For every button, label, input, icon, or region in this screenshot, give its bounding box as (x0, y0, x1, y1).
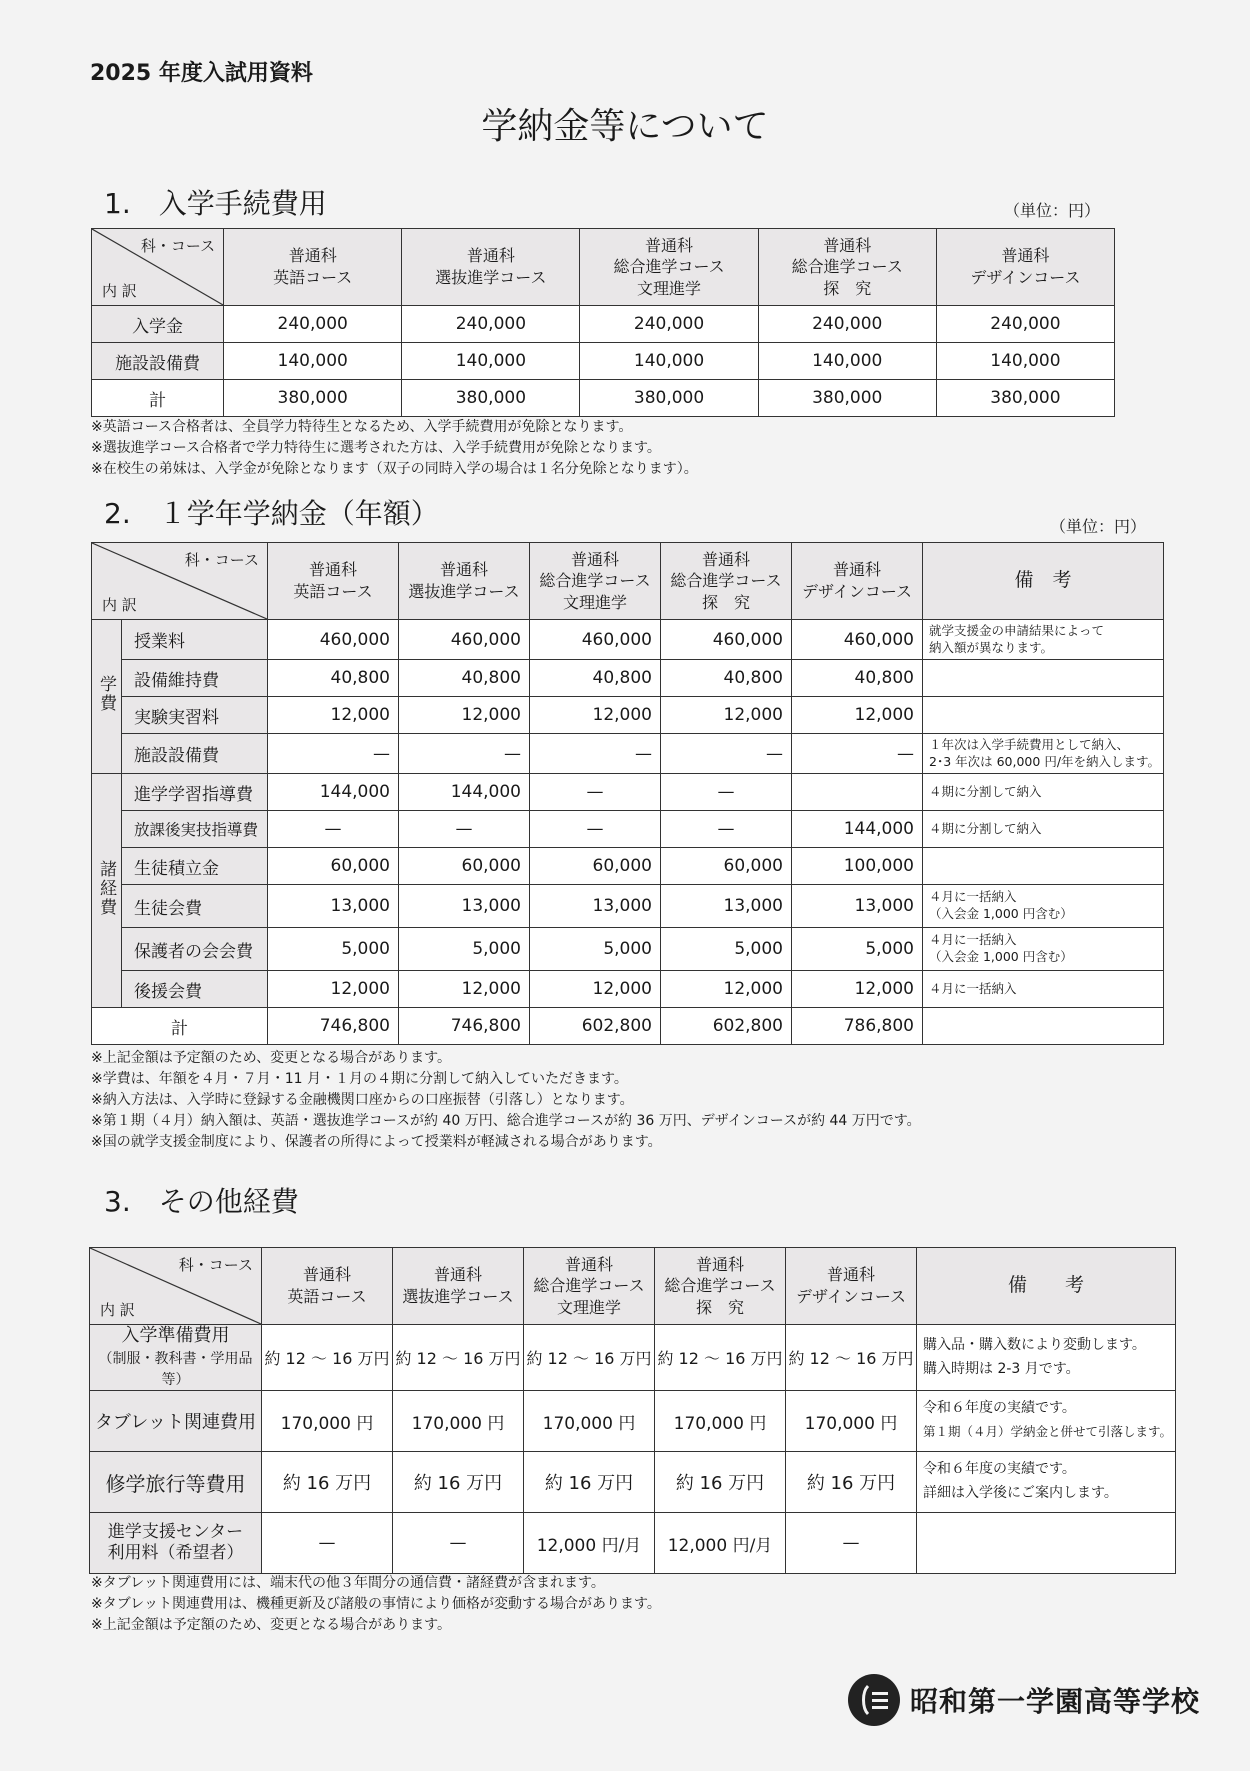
cell: 約 12 ～ 16 万円 (262, 1325, 393, 1391)
cell: 5,000 (661, 928, 792, 971)
column-header-remarks: 備 考 (923, 543, 1164, 620)
cell: 140,000 (936, 343, 1114, 380)
row-label: 施設設備費 (92, 343, 224, 380)
cell: 12,000 円/月 (524, 1513, 655, 1574)
cell: 約 16 万円 (524, 1452, 655, 1513)
table-row (92, 971, 1164, 1008)
cell: — (399, 811, 530, 848)
cell: 60,000 (399, 848, 530, 885)
table-corner-header: 科・コース 内 訳 (92, 229, 224, 306)
cell: 12,000 (661, 971, 792, 1008)
cell: 13,000 (792, 885, 923, 928)
table-corner-header: 科・コース 内 訳 (90, 1248, 262, 1325)
column-header-design: 普通科 デザインコース (936, 229, 1114, 306)
cell: 約 16 万円 (786, 1452, 917, 1513)
cell: 13,000 (530, 885, 661, 928)
note-line: ※上記金額は予定額のため、変更となる場合があります。 (91, 1617, 452, 1633)
cell: 170,000 円 (524, 1391, 655, 1452)
table-row (92, 885, 1164, 928)
document-label: 2025 年度入試用資料 (90, 61, 313, 86)
table-row (92, 774, 1164, 811)
cell: 460,000 (530, 620, 661, 660)
row-label: 入学準備費用 （制服・教科書・学用品等） (90, 1325, 262, 1391)
cell: 12,000 (530, 971, 661, 1008)
cell: 144,000 (399, 774, 530, 811)
row-label: 進学学習指導費 (122, 774, 268, 811)
note-line: ※選抜進学コース合格者で学力特待生に選考された方は、入学手続費用が免除となります。 (91, 440, 661, 456)
cell: 460,000 (661, 620, 792, 660)
table-row (92, 848, 1164, 885)
cell: 380,000 (758, 380, 936, 417)
cell: 12,000 (268, 697, 399, 734)
column-header-general-bunri: 普通科 総合進学コース 文理進学 (530, 543, 661, 620)
row-label: 進学支援センター 利用料（希望者） (90, 1513, 262, 1574)
row-label: 施設設備費 (122, 734, 268, 774)
cell: — (530, 734, 661, 774)
cell: 380,000 (936, 380, 1114, 417)
school-emblem-icon (848, 1674, 900, 1726)
cell: 12,000 (399, 697, 530, 734)
school-logo (848, 1674, 1200, 1726)
cell: 460,000 (399, 620, 530, 660)
cell: 40,800 (661, 660, 792, 697)
section1-notes (91, 417, 698, 480)
cell: 約 16 万円 (262, 1452, 393, 1513)
cell: 40,800 (399, 660, 530, 697)
note-line: ※納入方法は、入学時に登録する金融機関口座からの口座振替（引落し）となります。 (91, 1092, 634, 1108)
other-expenses-table (89, 1247, 1176, 1574)
cell: 144,000 (268, 774, 399, 811)
cell: 240,000 (402, 306, 580, 343)
page-title: 学納金等について (481, 106, 769, 147)
table-row (92, 620, 1164, 660)
cell: 5,000 (530, 928, 661, 971)
cell: 240,000 (936, 306, 1114, 343)
cell: 746,800 (399, 1008, 530, 1045)
note-line: ※第１期（４月）納入額は、英語・選抜進学コースが約 40 万円、総合進学コースが約 36 万円、デザインコースが約 44 万円です。 (91, 1113, 921, 1129)
cell: 約 12 ～ 16 万円 (786, 1325, 917, 1391)
cell: — (530, 811, 661, 848)
row-label: 生徒会費 (122, 885, 268, 928)
cell: 240,000 (758, 306, 936, 343)
table-row (92, 343, 1115, 380)
row-label: 計 (92, 1008, 268, 1045)
remark-cell: ４期に分割して納入 (923, 774, 1164, 811)
cell: 100,000 (792, 848, 923, 885)
column-header-general-tankyu: 普通科 総合進学コース 探 究 (661, 543, 792, 620)
table-row (90, 1513, 1176, 1574)
remark-cell: ４月に一括納入 （入会金 1,000 円含む） (923, 885, 1164, 928)
row-label: 放課後実技指導費 (122, 811, 268, 848)
table-total-row (92, 1008, 1164, 1045)
table-row (92, 697, 1164, 734)
cell: 12,000 (661, 697, 792, 734)
cell: 460,000 (792, 620, 923, 660)
column-header-english: 普通科 英語コース (262, 1248, 393, 1325)
cell: 40,800 (530, 660, 661, 697)
cell: 602,800 (530, 1008, 661, 1045)
table-row (92, 928, 1164, 971)
cell: 170,000 円 (655, 1391, 786, 1452)
table-total-row (92, 380, 1115, 417)
note-line: ※在校生の弟妹は、入学金が免除となります（双子の同時入学の場合は１名分免除となります）。 (91, 461, 698, 477)
remark-cell: １年次は入学手続費用として納入、 2･3 年次は 60,000 円/年を納入します。 (923, 734, 1164, 774)
cell: 約 12 ～ 16 万円 (393, 1325, 524, 1391)
column-header-selective: 普通科 選抜進学コース (399, 543, 530, 620)
cell: — (661, 811, 792, 848)
cell: — (393, 1513, 524, 1574)
cell: — (530, 774, 661, 811)
row-label: 実験実習料 (122, 697, 268, 734)
cell: — (786, 1513, 917, 1574)
cell: 約 16 万円 (393, 1452, 524, 1513)
column-header-remarks: 備 考 (917, 1248, 1176, 1325)
cell: 746,800 (268, 1008, 399, 1045)
note-line: ※国の就学支援金制度により、保護者の所得によって授業料が軽減される場合があります。 (91, 1134, 662, 1150)
cell: 12,000 (792, 697, 923, 734)
cell: 40,800 (268, 660, 399, 697)
section2-title: 2. １学年学納金（年額） (104, 497, 439, 530)
cell: 13,000 (399, 885, 530, 928)
cell: 140,000 (224, 343, 402, 380)
cell: 460,000 (268, 620, 399, 660)
note-line: ※上記金額は予定額のため、変更となる場合があります。 (91, 1050, 452, 1066)
column-header-english: 普通科 英語コース (268, 543, 399, 620)
remark-cell (917, 1513, 1176, 1574)
cell: 602,800 (661, 1008, 792, 1045)
cell: 170,000 円 (786, 1391, 917, 1452)
table-row (90, 1325, 1176, 1391)
cell: 786,800 (792, 1008, 923, 1045)
row-label: タブレット関連費用 (90, 1391, 262, 1452)
row-label: 入学金 (92, 306, 224, 343)
table-row (90, 1452, 1176, 1513)
cell: 140,000 (402, 343, 580, 380)
remark-cell: ４月に一括納入 (923, 971, 1164, 1008)
section2-notes (91, 1048, 921, 1153)
cell: 380,000 (402, 380, 580, 417)
row-label: 保護者の会会費 (122, 928, 268, 971)
note-line: ※学費は、年額を４月・７月・11 月・１月の４期に分割して納入していただきます。 (91, 1071, 628, 1087)
cell: 12,000 (399, 971, 530, 1008)
column-header-general-tankyu: 普通科 総合進学コース 探 究 (655, 1248, 786, 1325)
cell: 12,000 円/月 (655, 1513, 786, 1574)
column-header-design: 普通科 デザインコース (792, 543, 923, 620)
table-row (92, 660, 1164, 697)
column-header-general-bunri: 普通科 総合進学コース 文理進学 (524, 1248, 655, 1325)
table-row (92, 811, 1164, 848)
row-label: 生徒積立金 (122, 848, 268, 885)
column-header-english: 普通科 英語コース (224, 229, 402, 306)
row-label: 後援会費 (122, 971, 268, 1008)
section1-title: 1. 入学手続費用 (104, 187, 327, 220)
table-row (90, 1391, 1176, 1452)
row-label: 設備維持費 (122, 660, 268, 697)
cell: — (262, 1513, 393, 1574)
cell: 140,000 (580, 343, 758, 380)
cell: 5,000 (268, 928, 399, 971)
cell: 12,000 (792, 971, 923, 1008)
cell: 140,000 (758, 343, 936, 380)
entrance-fee-table (91, 228, 1115, 417)
cell: 380,000 (580, 380, 758, 417)
table-row (92, 306, 1115, 343)
note-line: ※タブレット関連費用には、端末代の他３年間分の通信費・諸経費が含まれます。 (91, 1575, 605, 1591)
table-corner-header: 科・コース 内 訳 (92, 543, 268, 620)
remark-cell: ４期に分割して納入 (923, 811, 1164, 848)
cell: 約 12 ～ 16 万円 (655, 1325, 786, 1391)
cell: 144,000 (792, 811, 923, 848)
remark-cell: 購入品・購入数により変動します。 購入時期は 2-3 月です。 (917, 1325, 1176, 1391)
cell: 13,000 (661, 885, 792, 928)
note-line: ※英語コース合格者は、全員学力特待生となるため、入学手続費用が免除となります。 (91, 419, 633, 435)
row-label: 授業料 (122, 620, 268, 660)
cell: 380,000 (224, 380, 402, 417)
section1-unit: （単位：円） (1004, 201, 1101, 220)
cell: — (792, 734, 923, 774)
remark-cell: ４月に一括納入 （入会金 1,000 円含む） (923, 928, 1164, 971)
cell: 5,000 (792, 928, 923, 971)
group-label-misc: 諸経費 (92, 774, 122, 1008)
remark-cell: 令和６年度の実績です。 詳細は入学後にご案内します。 (917, 1452, 1176, 1513)
column-header-general-bunri: 普通科 総合進学コース 文理進学 (580, 229, 758, 306)
column-header-selective: 普通科 選抜進学コース (402, 229, 580, 306)
cell: 60,000 (661, 848, 792, 885)
cell: — (399, 734, 530, 774)
cell: 60,000 (530, 848, 661, 885)
cell: 170,000 円 (393, 1391, 524, 1452)
column-header-general-tankyu: 普通科 総合進学コース 探 究 (758, 229, 936, 306)
section2-unit: （単位：円） (1050, 517, 1147, 536)
table-row (92, 734, 1164, 774)
remark-cell (923, 697, 1164, 734)
column-header-selective: 普通科 選抜進学コース (393, 1248, 524, 1325)
remark-cell (923, 848, 1164, 885)
school-name: 昭和第一学園高等学校 (910, 1685, 1201, 1718)
note-line: ※タブレット関連費用は、機種更新及び諸般の事情により価格が変動する場合があります。 (91, 1596, 661, 1612)
remark-cell (923, 1008, 1164, 1045)
remark-cell (923, 660, 1164, 697)
cell: 13,000 (268, 885, 399, 928)
group-label-tuition: 学費 (92, 620, 122, 774)
section3-notes (91, 1573, 661, 1636)
remark-cell: 令和６年度の実績です。 第１期（４月）学納金と併せて引落します。 (917, 1391, 1176, 1452)
cell (792, 774, 923, 811)
annual-tuition-table (91, 542, 1164, 1045)
cell: 40,800 (792, 660, 923, 697)
row-label: 修学旅行等費用 (90, 1452, 262, 1513)
cell: 12,000 (268, 971, 399, 1008)
section3-title: 3. その他経費 (104, 1185, 299, 1218)
cell: 170,000 円 (262, 1391, 393, 1452)
column-header-design: 普通科 デザインコース (786, 1248, 917, 1325)
remark-cell: 就学支援金の申請結果によって 納入額が異なります。 (923, 620, 1164, 660)
cell: 12,000 (530, 697, 661, 734)
row-label: 計 (92, 380, 224, 417)
cell: — (268, 811, 399, 848)
cell: 240,000 (224, 306, 402, 343)
cell: 5,000 (399, 928, 530, 971)
cell: 240,000 (580, 306, 758, 343)
cell: — (661, 774, 792, 811)
cell: 60,000 (268, 848, 399, 885)
cell: 約 16 万円 (655, 1452, 786, 1513)
cell: — (661, 734, 792, 774)
cell: 約 12 ～ 16 万円 (524, 1325, 655, 1391)
cell: — (268, 734, 399, 774)
